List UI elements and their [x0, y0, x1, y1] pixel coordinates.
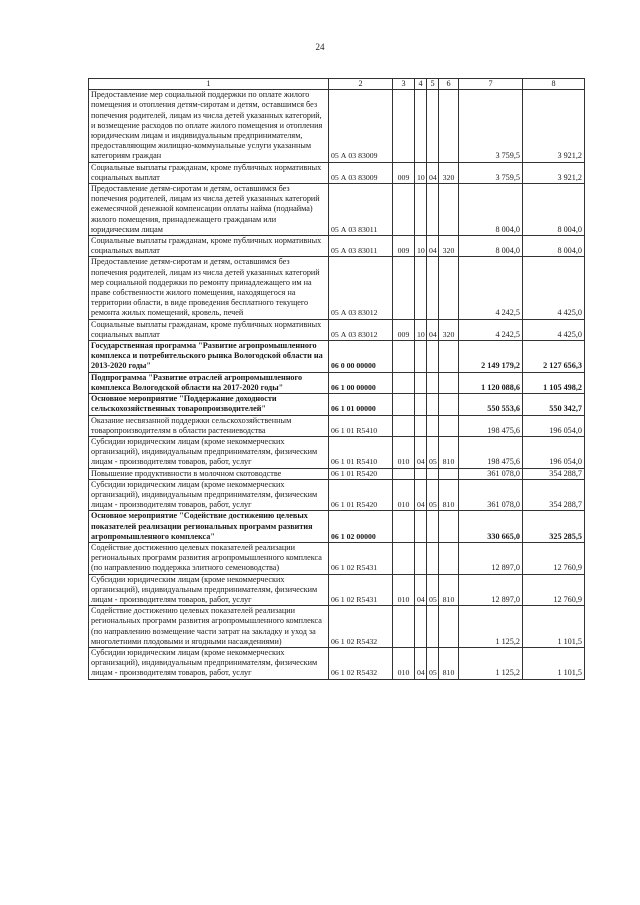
ministry-code [393, 257, 415, 319]
table-row [89, 319, 585, 340]
header-cell: 6 [439, 79, 459, 90]
expense-type-code [439, 394, 459, 415]
ministry-code: 010 [393, 436, 415, 468]
table-row [89, 415, 585, 436]
row-name: Предоставление детям-сиротам и детям, оставшимся без попечения родителей, лицам из числа детей указанных категорий мер социальной поддержки по ремонту принадлежащего им на праве собственности жилого помещения, находящегося на территории области, в виде проведения бесплатного текущего ремонта жилых помещений, кровель, печей [89, 257, 329, 319]
header-cell: 3 [393, 79, 415, 90]
target-code: 06 1 02 R5431 [329, 542, 393, 574]
target-code: 06 1 01 00000 [329, 394, 393, 415]
subsection-code [427, 341, 439, 373]
subsection-code [427, 184, 439, 236]
amount-year-1: 550 553,6 [459, 394, 523, 415]
subsection-code: 05 [427, 436, 439, 468]
subsection-code [427, 468, 439, 479]
expense-type-code: 320 [439, 162, 459, 183]
amount-year-2: 1 105 498,2 [523, 372, 585, 393]
ministry-code [393, 394, 415, 415]
row-name: Повышение продуктивности в молочном скотоводстве [89, 468, 329, 479]
table-body [89, 90, 585, 679]
section-code [415, 257, 427, 319]
target-code: 06 1 02 R5431 [329, 574, 393, 606]
section-code: 10 [415, 236, 427, 257]
subsection-code: 04 [427, 319, 439, 340]
target-code: 05 А 03 83012 [329, 257, 393, 319]
amount-year-1: 1 125,2 [459, 606, 523, 648]
subsection-code [427, 372, 439, 393]
ministry-code: 010 [393, 647, 415, 679]
subsection-code: 05 [427, 574, 439, 606]
target-code: 06 1 01 R5420 [329, 479, 393, 511]
ministry-code [393, 341, 415, 373]
target-code: 05 А 03 83009 [329, 162, 393, 183]
section-code: 04 [415, 647, 427, 679]
expense-type-code: 810 [439, 647, 459, 679]
ministry-code [393, 511, 415, 543]
amount-year-2: 325 285,5 [523, 511, 585, 543]
amount-year-2: 12 760,9 [523, 574, 585, 606]
header-cell: 4 [415, 79, 427, 90]
target-code: 06 1 02 00000 [329, 511, 393, 543]
amount-year-2: 4 425,0 [523, 257, 585, 319]
row-name: Социальные выплаты гражданам, кроме публичных нормативных социальных выплат [89, 236, 329, 257]
subsection-code [427, 90, 439, 162]
header-cell: 8 [523, 79, 585, 90]
row-name: Содействие достижению целевых показателей реализации региональных программ развития агропромышленного комплекса (по направлению возмещение части затрат на закладку и уход за многолетними плодовыми и ягодными насаждениями) [89, 606, 329, 648]
table-row [89, 606, 585, 648]
amount-year-2: 3 921,2 [523, 162, 585, 183]
table-row [89, 542, 585, 574]
header-cell: 7 [459, 79, 523, 90]
table-row [89, 341, 585, 373]
row-name: Подпрограмма "Развитие отраслей агропромышленного комплекса Вологодской области на 2017-2020 годы" [89, 372, 329, 393]
row-name: Предоставление мер социальной поддержки по оплате жилого помещения и отопления детям-сиротам и детям, оставшимся без попечения родителей, лицам из числа детей указанных категорий, и возмещение расходов по оплате жилого помещения и отопления юридическим лицам и индивидуальным предпринимателям, предоставляющим жилищно-коммунальные услуги указанным категориям граждан [89, 90, 329, 162]
target-code: 05 А 03 83009 [329, 90, 393, 162]
target-code: 06 1 01 R5410 [329, 436, 393, 468]
amount-year-2: 8 004,0 [523, 236, 585, 257]
amount-year-1: 8 004,0 [459, 184, 523, 236]
budget-table [88, 78, 585, 680]
amount-year-1: 198 475,6 [459, 436, 523, 468]
table-row [89, 184, 585, 236]
section-code [415, 606, 427, 648]
table-row [89, 372, 585, 393]
row-name: Субсидии юридическим лицам (кроме некоммерческих организаций), индивидуальным предпринимателям, физическим лицам - производителям товаров, работ, услуг [89, 479, 329, 511]
amount-year-2: 550 342,7 [523, 394, 585, 415]
amount-year-2: 1 101,5 [523, 647, 585, 679]
table-row [89, 468, 585, 479]
expense-type-code [439, 341, 459, 373]
section-code [415, 394, 427, 415]
expense-type-code [439, 184, 459, 236]
amount-year-1: 12 897,0 [459, 574, 523, 606]
expense-type-code: 320 [439, 236, 459, 257]
page-number: 24 [315, 42, 325, 52]
target-code: 05 А 03 83011 [329, 236, 393, 257]
expense-type-code: 810 [439, 436, 459, 468]
row-name: Основное мероприятие "Поддержание доходности сельскохозяйственных товаропроизводителей" [89, 394, 329, 415]
section-code [415, 90, 427, 162]
ministry-code: 010 [393, 479, 415, 511]
section-code [415, 511, 427, 543]
amount-year-1: 3 759,5 [459, 90, 523, 162]
amount-year-1: 330 665,0 [459, 511, 523, 543]
header-cell: 1 [89, 79, 329, 90]
expense-type-code: 810 [439, 574, 459, 606]
table-row [89, 236, 585, 257]
expense-type-code [439, 372, 459, 393]
amount-year-1: 1 125,2 [459, 647, 523, 679]
table-row [89, 647, 585, 679]
row-name: Субсидии юридическим лицам (кроме некоммерческих организаций), индивидуальным предпринимателям, физическим лицам - производителям товаров, работ, услуг [89, 647, 329, 679]
subsection-code [427, 511, 439, 543]
ministry-code [393, 184, 415, 236]
header-cell: 2 [329, 79, 393, 90]
amount-year-1: 361 078,0 [459, 479, 523, 511]
subsection-code [427, 257, 439, 319]
row-name: Субсидии юридическим лицам (кроме некоммерческих организаций), индивидуальным предпринимателям, физическим лицам - производителям товаров, работ, услуг [89, 574, 329, 606]
ministry-code [393, 542, 415, 574]
section-code: 04 [415, 479, 427, 511]
target-code: 06 0 00 00000 [329, 341, 393, 373]
ministry-code [393, 372, 415, 393]
amount-year-1: 4 242,5 [459, 319, 523, 340]
expense-type-code [439, 468, 459, 479]
amount-year-2: 2 127 656,3 [523, 341, 585, 373]
ministry-code: 009 [393, 162, 415, 183]
subsection-code: 05 [427, 647, 439, 679]
expense-type-code: 810 [439, 479, 459, 511]
subsection-code: 05 [427, 479, 439, 511]
ministry-code [393, 415, 415, 436]
amount-year-1: 3 759,5 [459, 162, 523, 183]
subsection-code [427, 394, 439, 415]
amount-year-2: 3 921,2 [523, 90, 585, 162]
row-name: Содействие достижению целевых показателей реализации региональных программ развития агропромышленного комплекса (по направлению поддержка элитного семеноводства) [89, 542, 329, 574]
target-code: 06 1 02 R5432 [329, 647, 393, 679]
amount-year-2: 8 004,0 [523, 184, 585, 236]
target-code: 06 1 01 R5420 [329, 468, 393, 479]
section-code: 04 [415, 436, 427, 468]
ministry-code: 009 [393, 319, 415, 340]
ministry-code: 010 [393, 574, 415, 606]
row-name: Социальные выплаты гражданам, кроме публичных нормативных социальных выплат [89, 319, 329, 340]
ministry-code [393, 468, 415, 479]
table-row [89, 574, 585, 606]
amount-year-2: 354 288,7 [523, 468, 585, 479]
ministry-code [393, 606, 415, 648]
row-name: Оказание несвязанной поддержки сельскохозяйственным товаропроизводителям в области растениеводства [89, 415, 329, 436]
amount-year-1: 198 475,6 [459, 415, 523, 436]
section-code [415, 341, 427, 373]
amount-year-2: 12 760,9 [523, 542, 585, 574]
target-code: 05 А 03 83012 [329, 319, 393, 340]
section-code: 10 [415, 319, 427, 340]
expense-type-code [439, 606, 459, 648]
target-code: 05 А 03 83011 [329, 184, 393, 236]
section-code [415, 184, 427, 236]
row-name: Основное мероприятие "Содействие достижению целевых показателей реализации региональных программ развития агропромышленного комплекса" [89, 511, 329, 543]
amount-year-2: 354 288,7 [523, 479, 585, 511]
expense-type-code: 320 [439, 319, 459, 340]
ministry-code: 009 [393, 236, 415, 257]
section-code [415, 372, 427, 393]
row-name: Государственная программа "Развитие агропромышленного комплекса и потребительского рынка Вологодской области на 2013-2020 годы" [89, 341, 329, 373]
subsection-code [427, 606, 439, 648]
table-row [89, 257, 585, 319]
subsection-code [427, 415, 439, 436]
table-row [89, 162, 585, 183]
target-code: 06 1 00 00000 [329, 372, 393, 393]
expense-type-code [439, 542, 459, 574]
expense-type-code [439, 257, 459, 319]
amount-year-1: 8 004,0 [459, 236, 523, 257]
target-code: 06 1 02 R5432 [329, 606, 393, 648]
row-name: Субсидии юридическим лицам (кроме некоммерческих организаций), индивидуальным предпринимателям, физическим лицам - производителям товаров, работ, услуг [89, 436, 329, 468]
row-name: Предоставление детям-сиротам и детям, оставшимся без попечения родителей, лицам из числа детей указанных категорий ежемесячной денежной компенсации оплаты найма (поднайма) жилого помещения, принадлежащего гражданам или юридическим лицам [89, 184, 329, 236]
section-code [415, 468, 427, 479]
amount-year-1: 4 242,5 [459, 257, 523, 319]
table-row [89, 511, 585, 543]
amount-year-2: 196 054,0 [523, 415, 585, 436]
amount-year-1: 12 897,0 [459, 542, 523, 574]
amount-year-1: 361 078,0 [459, 468, 523, 479]
table-row [89, 394, 585, 415]
amount-year-1: 2 149 179,2 [459, 341, 523, 373]
expense-type-code [439, 511, 459, 543]
section-code [415, 542, 427, 574]
expense-type-code [439, 415, 459, 436]
target-code: 06 1 01 R5410 [329, 415, 393, 436]
section-code [415, 415, 427, 436]
subsection-code [427, 542, 439, 574]
row-name: Социальные выплаты гражданам, кроме публичных нормативных социальных выплат [89, 162, 329, 183]
header-cell: 5 [427, 79, 439, 90]
subsection-code: 04 [427, 236, 439, 257]
amount-year-2: 1 101,5 [523, 606, 585, 648]
section-code: 04 [415, 574, 427, 606]
table-row [89, 479, 585, 511]
amount-year-1: 1 120 088,6 [459, 372, 523, 393]
table-row [89, 90, 585, 162]
table-row [89, 436, 585, 468]
ministry-code [393, 90, 415, 162]
amount-year-2: 196 054,0 [523, 436, 585, 468]
expense-type-code [439, 90, 459, 162]
subsection-code: 04 [427, 162, 439, 183]
section-code: 10 [415, 162, 427, 183]
amount-year-2: 4 425,0 [523, 319, 585, 340]
header-row [89, 79, 585, 90]
